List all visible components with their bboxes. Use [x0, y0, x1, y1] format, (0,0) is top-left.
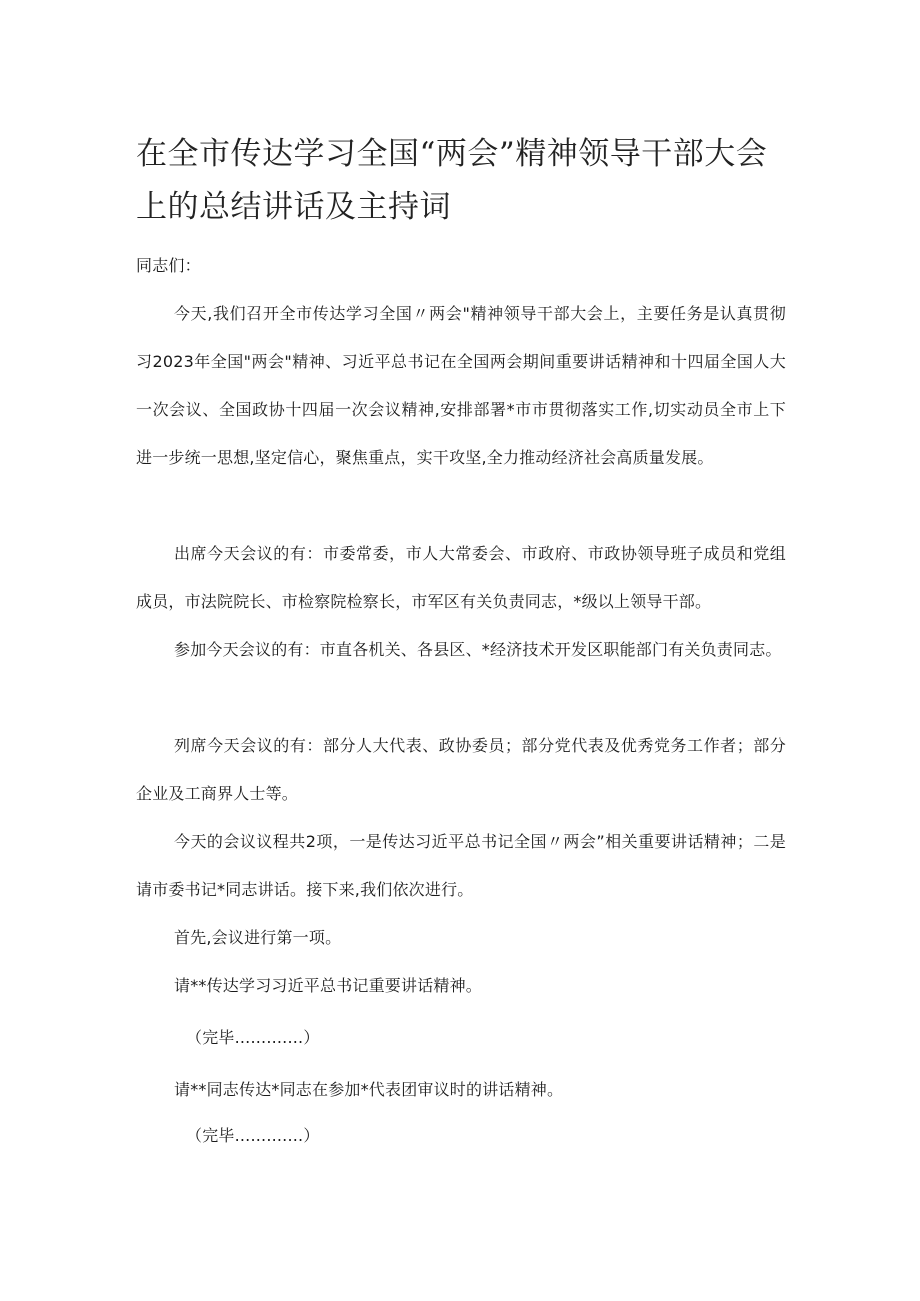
salutation: 同志们： [136, 256, 201, 275]
paragraph-opening: 今天,我们召开全市传达学习全国〃两会"精神领导干部大会上，主要任务是认真贯彻习2023年全国"两会"精神、习近平总书记在全国两会期间重要讲话精神和十四届全国人大一次会议、全国政协十四届一次会议精神,安排部署*市市贯彻落实工作,切实动员全市上下进一步统一思想,坚定信心，聚焦重点，实干攻坚,全力推动经济社会高质量发展。 [136, 304, 786, 467]
completed-note-2: （完毕.............） [186, 1126, 320, 1145]
request-line-1: 请**传达学习习近平总书记重要讲话精神。 [174, 976, 483, 995]
paragraph-observers: 列席今天会议的有：部分人大代表、政协委员；部分党代表及优秀党务工作者；部分企业及工商界人士等。 [136, 736, 786, 803]
first-item-line: 首先,会议进行第一项。 [174, 928, 342, 947]
paragraph-agenda: 今天的会议议程共2项，一是传达习近平总书记全国〃两会”相关重要讲话精神；二是请市委书记*同志讲话。接下来,我们依次进行。 [136, 832, 786, 899]
completed-note-1: （完毕.............） [186, 1028, 320, 1047]
document-title: 在全市传达学习全国“两会”精神领导干部大会上的总结讲话及主持词 [136, 136, 768, 225]
paragraph-attendees: 出席今天会议的有：市委常委，市人大常委会、市政府、市政协领导班子成员和党组成员，市法院院长、市检察院检察长，市军区有关负责同志，*级以上领导干部。 [136, 544, 786, 611]
request-line-2: 请**同志传达*同志在参加*代表团审议时的讲话精神。 [174, 1080, 564, 1099]
paragraph-participants: 参加今天会议的有：市直各机关、各县区、*经济技术开发区职能部门有关负责同志。 [174, 640, 782, 659]
